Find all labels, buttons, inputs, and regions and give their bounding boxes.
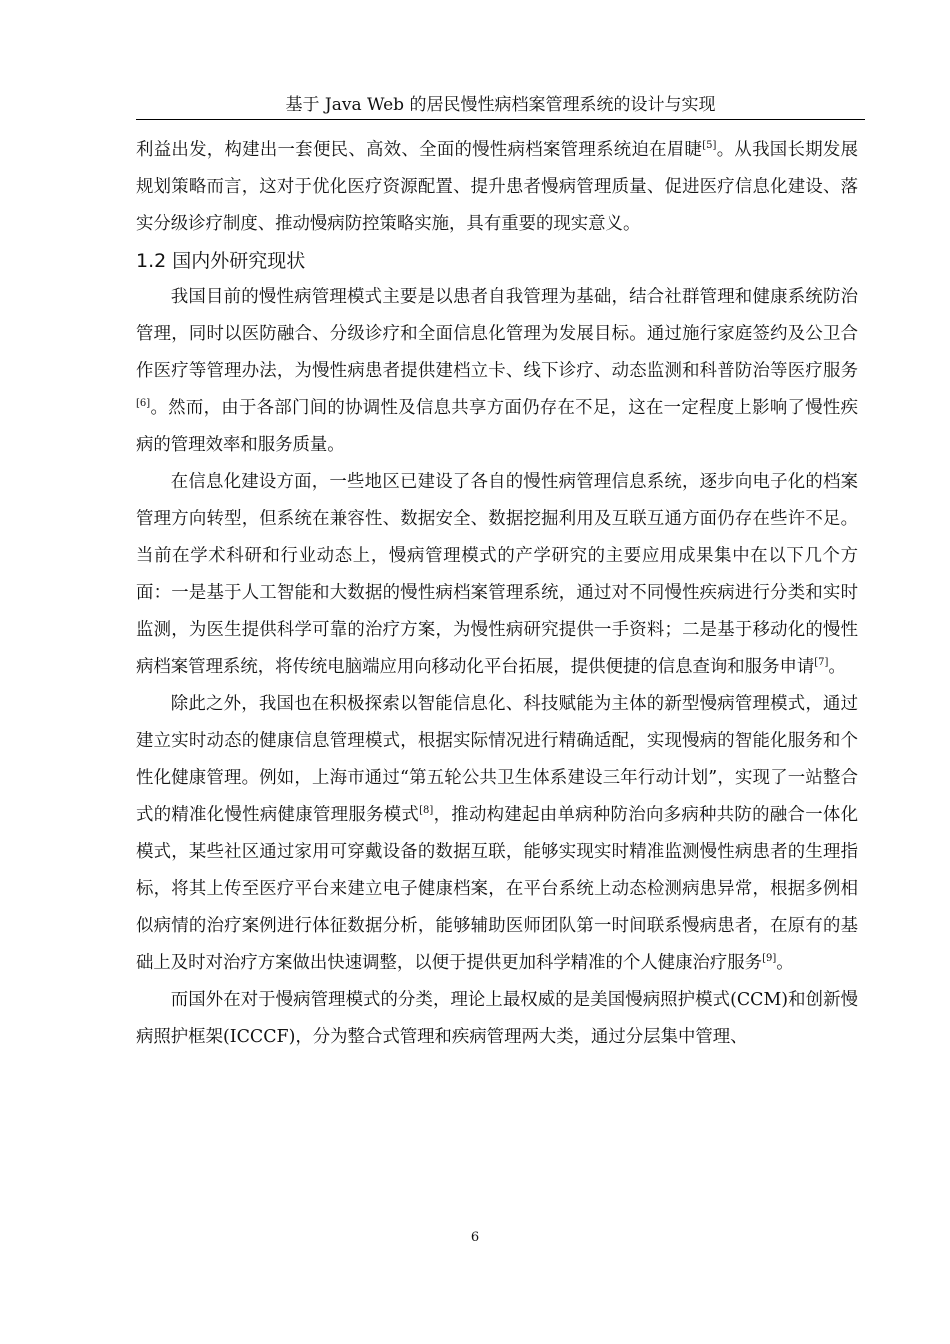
citation: [9] [762, 953, 777, 965]
page-number: 6 [470, 1230, 480, 1245]
paragraph-text: 我国目前的慢性病管理模式主要是以患者自我管理为基础，结合社群管理和健康系统防治管理，同时以医防融合、分级诊疗和全面信息化管理为发展目标。通过施行家庭签约及公卫合作医疗等管理办法，为慢性病患者提供建档立卡、线下诊疗、动态监测和科普防治等医疗服务 [136, 287, 858, 381]
citation: [6] [136, 398, 151, 410]
paragraph-text: 。然而，由于各部门间的协调性及信息共享方面仍存在不足，这在一定程度上影响了慢性疾病的管理效率和服务质量。 [136, 398, 858, 455]
paragraph [136, 279, 858, 464]
paragraph-text: 在信息化建设方面，一些地区已建设了各自的慢性病管理信息系统，逐步向电子化的档案管理方向转型，但系统在兼容性、数据安全、数据挖掘利用及互联互通方面仍存在些许不足。当前在学术科研和行业动态上，慢病管理模式的产学研究的主要应用成果集中在以下几个方面：一是基于人工智能和大数据的慢性病档案管理系统，通过对不同慢性疾病进行分类和实时监测，为医生提供科学可靠的治疗方案，为慢性病研究提供一手资料；二是基于移动化的慢性病档案管理系统，将传统电脑端应用向移动化平台拓展，提供便捷的信息查询和服务申请 [136, 472, 858, 677]
running-header: 基于 Java Web 的居民慢性病档案管理系统的设计与实现 [136, 94, 865, 120]
body-text [136, 132, 858, 1056]
citation: [8] [419, 805, 434, 817]
paragraph [136, 686, 858, 982]
paragraph-continued [136, 132, 858, 243]
paragraph-text: 利益出发，构建出一套便民、高效、全面的慢性病档案管理系统迫在眉睫 [136, 140, 703, 160]
citation: [7] [814, 657, 829, 669]
paragraph-text: ，推动构建起由单病种防治向多病种共防的融合一体化模式，某些社区通过家用可穿戴设备的数据互联，能够实现实时精准监测慢性病患者的生理指标，将其上传至医疗平台来建立电子健康档案，在平台系统上动态检测病患异常，根据多例相似病情的治疗案例进行体征数据分析，能够辅助医师团队第一时间联系慢病患者，在原有的基础上及时对治疗方案做出快速调整，以便于提供更加科学精准的个人健康治疗服务 [136, 805, 858, 973]
paragraph-text: 。从我国长期发展规划策略而言，这对于优化医疗资源配置、提升患者慢病管理质量、促进医疗信息化建设、落实分级诊疗制度、推动慢病防控策略实施，具有重要的现实意义。 [136, 140, 858, 234]
paragraph-text: 而国外在对于慢病管理模式的分类，理论上最权威的是美国慢病照护模式(CCM)和创新慢病照护框架(ICCCF)，分为整合式管理和疾病管理两大类，通过分层集中管理、 [136, 990, 858, 1047]
paragraph [136, 982, 858, 1056]
paragraph [136, 464, 858, 686]
paragraph-text: 。 [828, 657, 846, 677]
paragraph-text: 除此之外，我国也在积极探索以智能信息化、科技赋能为主体的新型慢病管理模式，通过建立实时动态的健康信息管理模式，根据实际情况进行精确适配，实现慢病的智能化服务和个性化健康管理。例如，上海市通过“第五轮公共卫生体系建设三年行动计划”，实现了一站整合式的精准化慢性病健康管理服务模式 [136, 694, 858, 825]
paragraph-text: 。 [776, 953, 794, 973]
section-heading: 1.2 国内外研究现状 [136, 250, 306, 272]
citation: [5] [702, 140, 717, 152]
